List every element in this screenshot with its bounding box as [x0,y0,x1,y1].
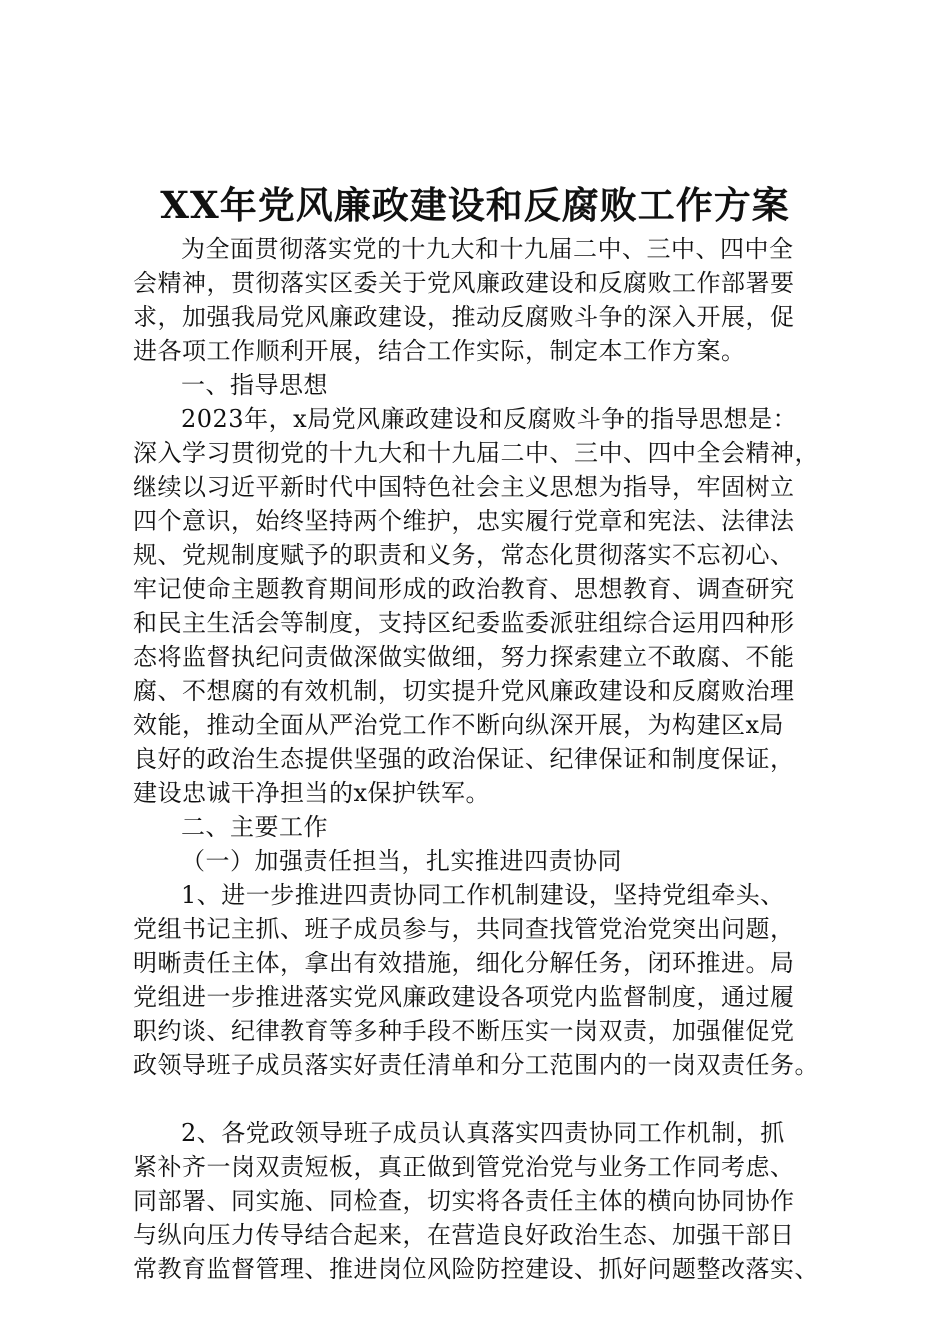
paragraph-line: 政领导班子成员落实好责任清单和分工范围内的一岗双责任务。 [133,1051,819,1079]
paragraph-line: 为全面贯彻落实党的十九大和十九届二中、三中、四中全 [181,235,794,263]
paragraph-line: 腐、不想腐的有效机制，切实提升党风廉政建设和反腐败治理 [133,677,795,705]
paragraph-line: 态将监督执纪问责做深做实做细，努力探索建立不敢腐、不能 [133,643,795,671]
paragraph-line: 会精神，贯彻落实区委关于党风廉政建设和反腐败工作部署要 [133,269,795,297]
paragraph-line: 党组进一步推进落实党风廉政建设各项党内监督制度，通过履 [133,983,795,1011]
paragraph-line: 紧补齐一岗双责短板，真正做到管党治党与业务工作同考虑、 [133,1153,795,1181]
paragraph-line: 明晰责任主体，拿出有效措施，细化分解任务，闭环推进。局 [133,949,795,977]
paragraph-line: 建设忠诚干净担当的x保护铁军。 [133,779,491,807]
paragraph-line: 效能，推动全面从严治党工作不断向纵深开展，为构建区x局 [133,711,785,739]
paragraph-line: 与纵向压力传导结合起来，在营造良好政治生态、加强干部日 [133,1221,795,1249]
subsection-heading: （一）加强责任担当，扎实推进四责协同 [181,847,622,875]
paragraph-line: 深入学习贯彻党的十九大和十九届二中、三中、四中全会精神， [133,439,819,467]
paragraph-line: 2023年，x局党风廉政建设和反腐败斗争的指导思想是： [181,405,798,433]
paragraph-line: 同部署、同实施、同检查，切实将各责任主体的横向协同协作 [133,1187,795,1215]
paragraph-line: 进各项工作顺利开展，结合工作实际，制定本工作方案。 [133,337,746,365]
section-heading: 一、指导思想 [181,371,328,399]
paragraph-line: 四个意识，始终坚持两个维护，忠实履行党章和宪法、法律法 [133,507,795,535]
paragraph-line: 良好的政治生态提供坚强的政治保证、纪律保证和制度保证， [133,745,795,773]
paragraph-line: 求，加强我局党风廉政建设，推动反腐败斗争的深入开展，促 [133,303,795,331]
section-heading: 二、主要工作 [181,813,328,841]
paragraph-line: 党组书记主抓、班子成员参与，共同查找管党治党突出问题， [133,915,795,943]
paragraph-line: 常教育监督管理、推进岗位风险防控建设、抓好问题整改落实、 [133,1255,819,1283]
paragraph-line: 牢记使命主题教育期间形成的政治教育、思想教育、调查研究 [133,575,795,603]
paragraph-line: 1、进一步推进四责协同工作机制建设，坚持党组牵头、 [181,881,785,909]
document-title: XX年党风廉政建设和反腐败工作方案 [160,183,790,227]
paragraph-line: 继续以习近平新时代中国特色社会主义思想为指导，牢固树立 [133,473,795,501]
paragraph-line: 2、各党政领导班子成员认真落实四责协同工作机制，抓 [181,1119,785,1147]
paragraph-line: 和民主生活会等制度，支持区纪委监委派驻组综合运用四种形 [133,609,795,637]
paragraph-line: 职约谈、纪律教育等多种手段不断压实一岗双责，加强催促党 [133,1017,795,1045]
paragraph-line: 规、党规制度赋予的职责和义务，常态化贯彻落实不忘初心、 [133,541,795,569]
